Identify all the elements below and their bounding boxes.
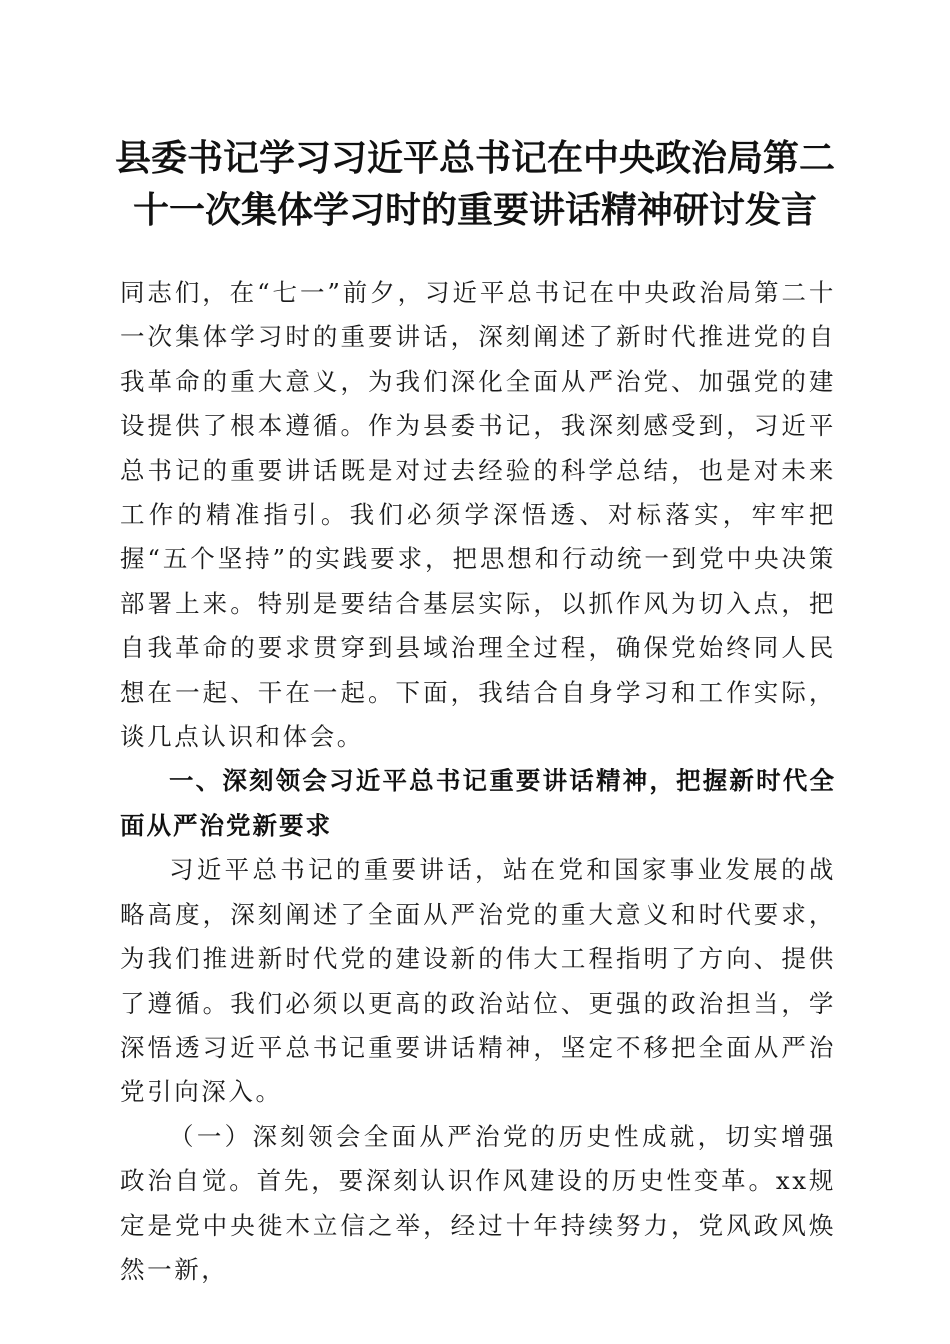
document-body xyxy=(120,271,836,1292)
subsection-1-paragraph: （一）深刻领会全面从严治党的历史性成就，切实增强政治自觉。首先，要深刻认识作风建设的历史性变革。xx规定是党中央徙木立信之举，经过十年持续努力，党风政风焕然一新， xyxy=(120,1121,836,1284)
section-1-paragraph: 习近平总书记的重要讲话，站在党和国家事业发展的战略高度，深刻阐述了全面从严治党的重大意义和时代要求，为我们推进新时代党的建设新的伟大工程指明了方向、提供了遵循。我们必须以更高的政治站位、更强的政治担当，学深悟透习近平总书记重要讲话精神，坚定不移把全面从严治党引向深入。 xyxy=(120,855,836,1107)
document-title xyxy=(60,132,890,236)
section-heading-1: 一、深刻领会习近平总书记重要讲话精神，把握新时代全面从严治党新要求 xyxy=(120,766,836,840)
title-line-2: 十一次集体学习时的重要讲话精神研讨发言 xyxy=(132,189,817,231)
intro-paragraph: 同志们，在“七一”前夕，习近平总书记在中央政治局第二十一次集体学习时的重要讲话，深刻阐述了新时代推进党的自我革命的重大意义，为我们深化全面从严治党、加强党的建设提供了根本遵循。作为县委书记，我深刻感受到，习近平总书记的重要讲话既是对过去经验的科学总结，也是对未来工作的精准指引。我们必须学深悟透、对标落实，牢牢把握“五个坚持”的实践要求，把思想和行动统一到党中央决策部署上来。特别是要结合基层实际，以抓作风为切入点，把自我革命的要求贯穿到县域治理全过程，确保党始终同人民想在一起、干在一起。下面，我结合自身学习和工作实际，谈几点认识和体会。 xyxy=(120,278,836,752)
title-line-1: 县委书记学习习近平总书记在中央政治局第二 xyxy=(114,137,835,179)
